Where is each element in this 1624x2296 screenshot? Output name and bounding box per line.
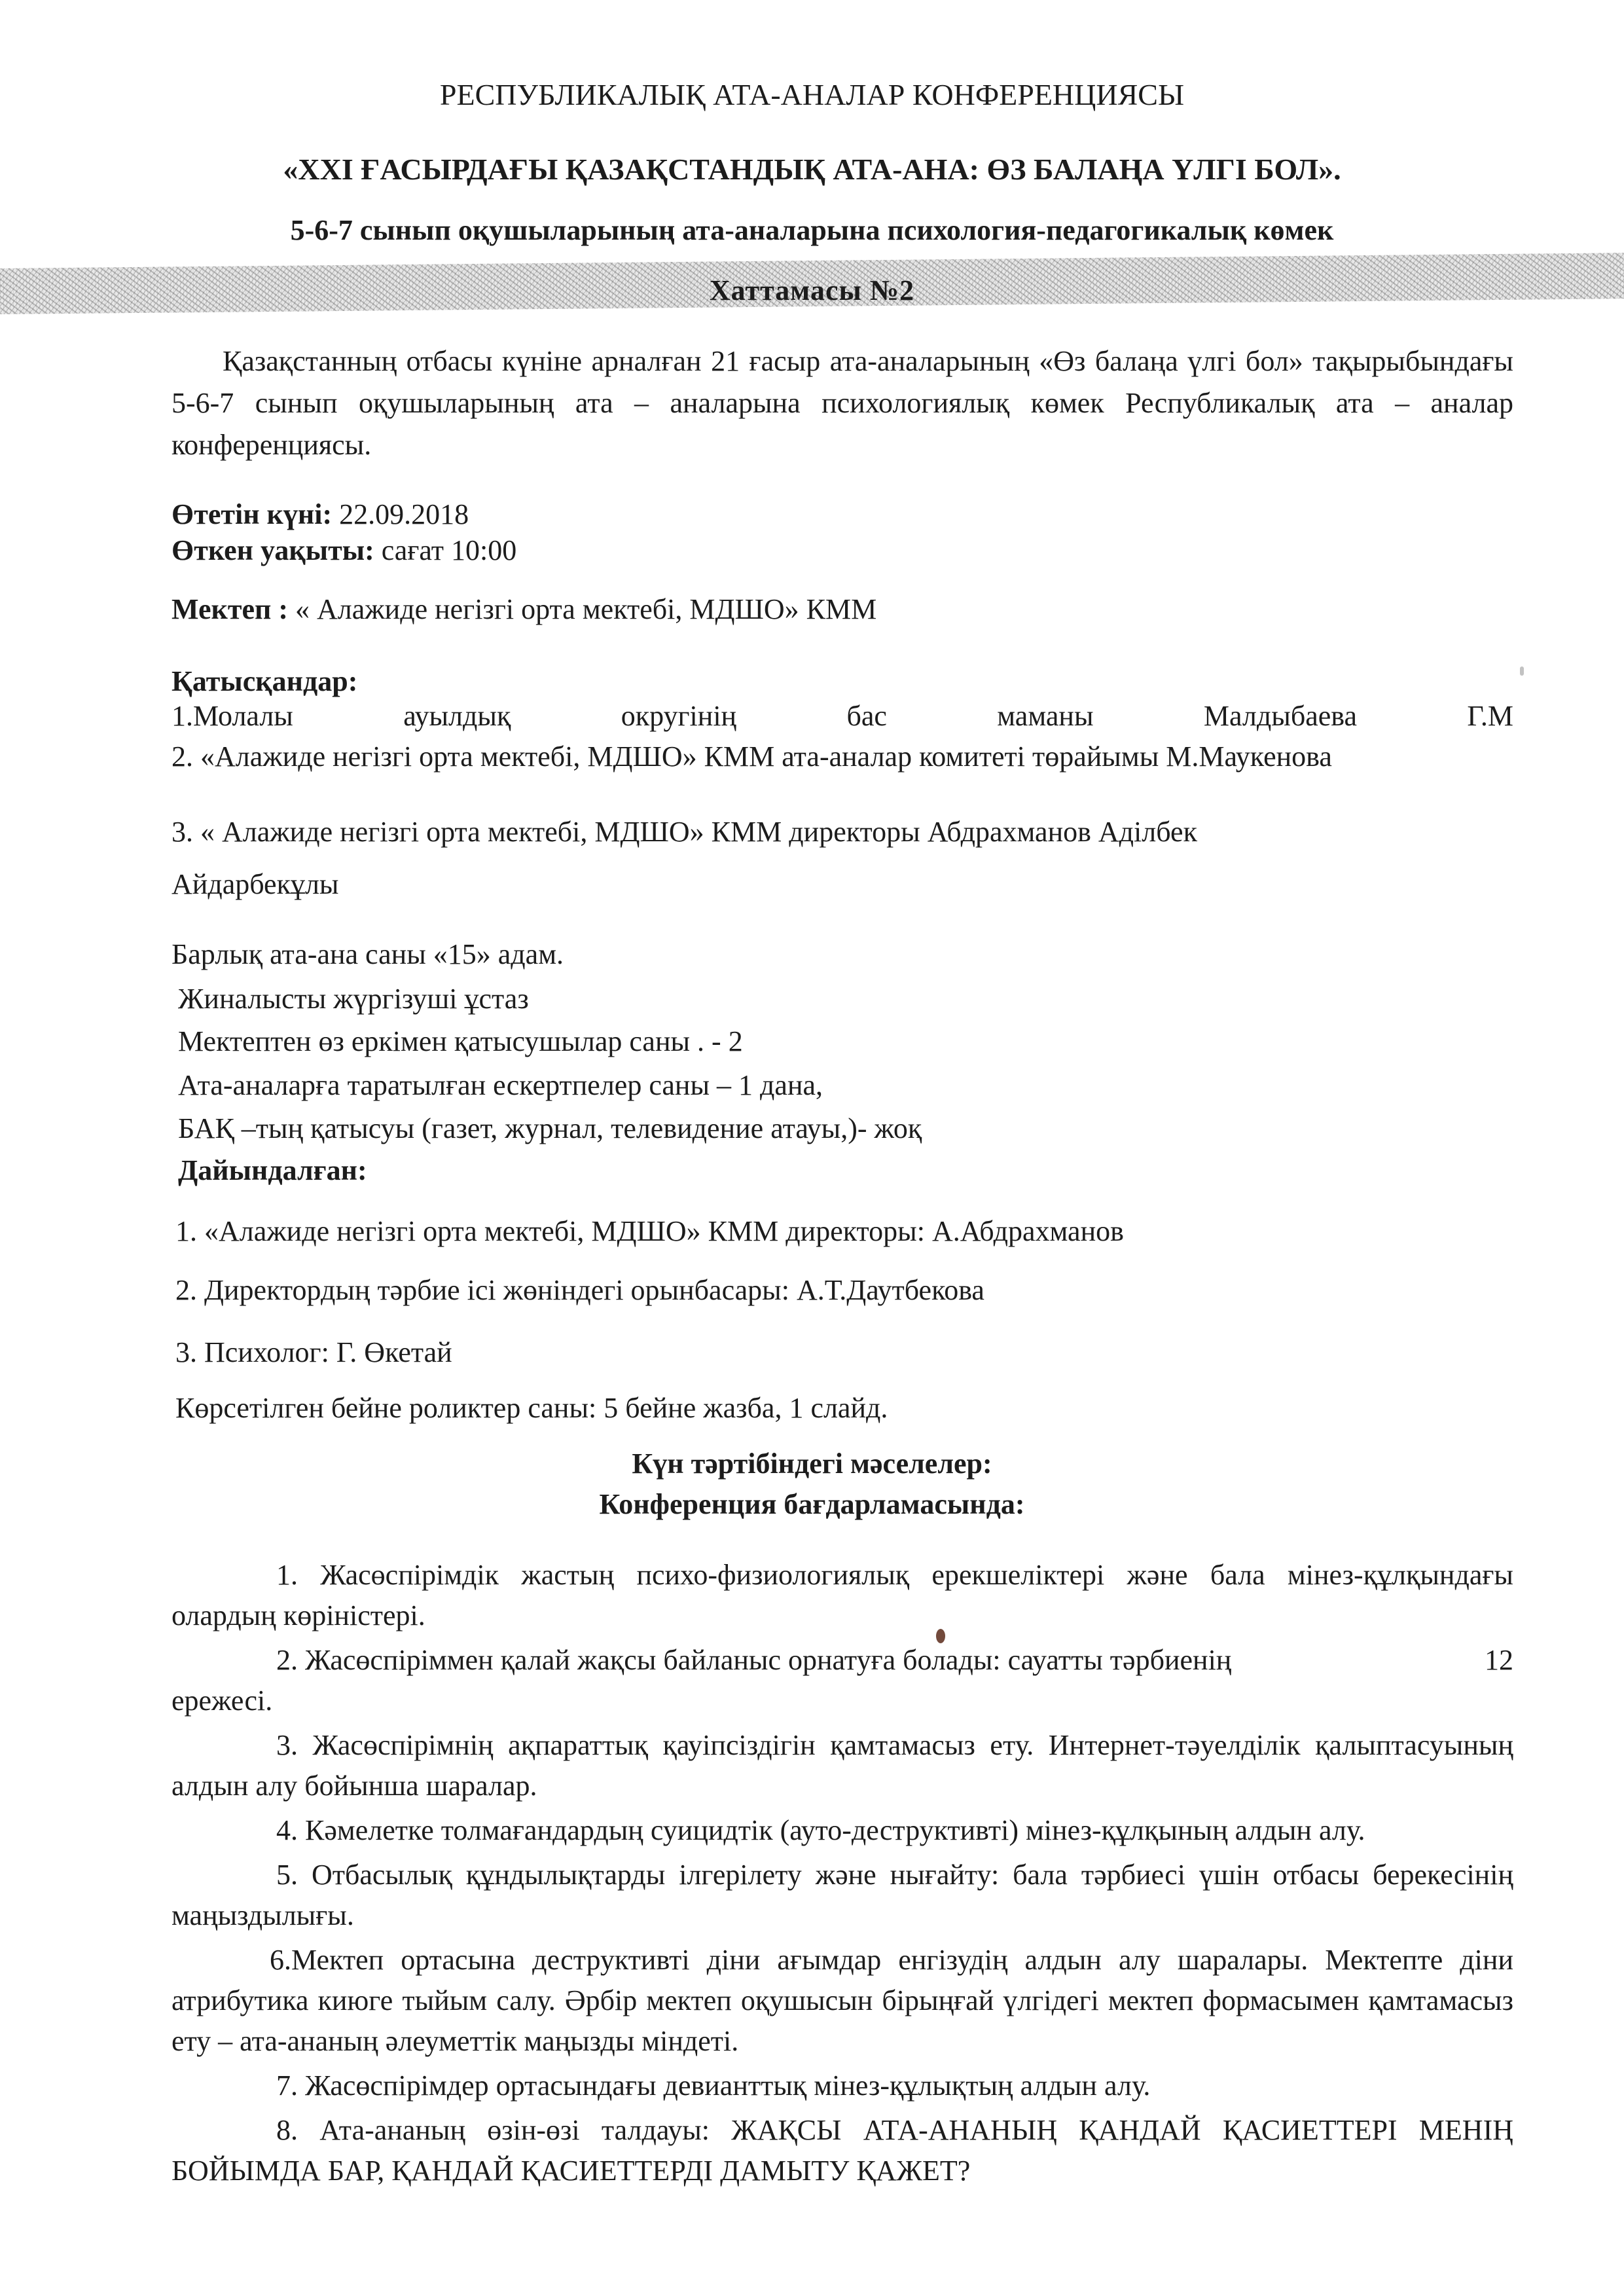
participant-1-word: Г.М (1467, 700, 1513, 732)
participant-1-word: ауылдық (403, 700, 511, 732)
scan-speck (1520, 666, 1524, 676)
agenda-item-8: 8. Ата-ананың өзін-өзі талдауы: ЖАҚСЫ АТА-АНАНЫҢ ҚАНДАЙ ҚАСИЕТТЕРІ МЕНІҢ БОЙЫМДА БАР, ҚАНДАЙ ҚАСИЕТТЕРДІ ДАМЫТУ ҚАЖЕТ? (171, 2114, 1513, 2187)
intro-text: Қазақстанның отбасы күніне арналған 21 ғасыр ата-аналарының «Өз балаңа үлгі бол» тақырыбындағы 5-6-7 сынып оқушыларының ата – аналарына психологиялық көмек Республикалық ата – аналар конференциясы. (171, 345, 1513, 461)
media-line: БАҚ –тың қатысуы (газет, журнал, телевидение атауы,)- жоқ (178, 1112, 922, 1144)
prepared-item: 1. «Алажиде негізгі орта мектебі, МДШО» КММ директоры: А.Абдрахманов (175, 1215, 1124, 1247)
agenda-item-1: 1. Жасөспірімдік жастың психо-физиологиялық ерекшеліктері және бала мінез-құлқындағы олардың көріністері. (171, 1559, 1513, 1631)
meeting-date (171, 498, 469, 531)
videos-line: Көрсетілген бейне роликтер саны: 5 бейне жазба, 1 слайд. (175, 1392, 888, 1424)
prepared-item: 3. Психолог: Г. Өкетай (175, 1336, 452, 1368)
participant-3-continued: Айдарбекұлы (171, 868, 339, 900)
participant-1-word: 1.Молалы (171, 700, 293, 732)
date-label: Өтетін күні: (171, 498, 333, 530)
ink-smudge (936, 1629, 945, 1643)
participant-3: 3. « Алажиде негізгі орта мектебі, МДШО» КММ директоры Абдрахманов Аділбек (171, 816, 1197, 848)
agenda-item-2-text: 2. Жасөспіріммен қалай жақсы байланыс орнатуға болады: сауатты тәрбиенің (276, 1644, 1232, 1676)
time-value: сағат 10:00 (381, 534, 517, 566)
program-heading: Конференция бағдарламасында: (599, 1488, 1025, 1520)
agenda-item-5: 5. Отбасылық құндылықтарды ілгерілету және нығайту: бала тәрбиесі үшін отбасы берекесінің маңыздылығы. (171, 1859, 1513, 1931)
moderator-line: Жиналысты жүргізуші ұстаз (178, 983, 529, 1015)
intro-paragraph (171, 340, 1513, 466)
time-label: Өткен уақыты: (171, 534, 374, 566)
volunteers-line: Мектептен өз еркімен қатысушылар саны . - 2 (178, 1025, 743, 1057)
agenda-item-2-number: 12 (1485, 1644, 1513, 1676)
date-value: 22.09.2018 (339, 498, 469, 530)
participant-1-word: Малдыбаева (1203, 700, 1358, 732)
handouts-line: Ата-аналарға таратылған ескертпелер саны – 1 дана, (178, 1069, 823, 1101)
conference-theme: «XXI ҒАСЫРДАҒЫ ҚАЗАҚСТАНДЫҚ АТА-АНА: ӨЗ БАЛАҢА ҮЛГІ БОЛ». (283, 153, 1341, 186)
conference-subtitle: 5-6-7 сынып оқушыларының ата-аналарына психология-педагогикалық көмек (290, 214, 1334, 246)
agenda-item-3: 3. Жасөспірімнің ақпараттық қауіпсіздігін қамтамасыз ету. Интернет-тәуелділік қалыптасуының алдын алу бойынша шаралар. (171, 1729, 1513, 1802)
agenda-item-4: 4. Кәмелетке толмағандардың суицидтік (ауто-деструктивті) мінез-құлқының алдын алу. (276, 1814, 1365, 1846)
prepared-item: 2. Директордың тәрбие ісі жөніндегі орынбасары: А.Т.Даутбекова (175, 1274, 984, 1306)
agenda-item-7: 7. Жасөспірімдер ортасындағы девианттық мінез-құлықтың алдын алу. (276, 2069, 1151, 2102)
participant-1-word: округінің (621, 700, 737, 732)
participant-1-word: бас (846, 700, 887, 732)
agenda-item-2 (171, 1640, 1513, 1721)
participants-heading: Қатысқандар: (171, 665, 358, 697)
meeting-time (171, 534, 516, 567)
parents-total: Барлық ата-ана саны «15» адам. (171, 938, 564, 970)
protocol-number: Хаттамасы №2 (709, 274, 915, 306)
school-line (171, 592, 876, 626)
agenda-heading: Күн тәртібіндегі мәселелер: (632, 1448, 992, 1480)
agenda-item-6: 6.Мектеп ортасына деструктивті діни ағымдар енгізудің алдын алу шаралары. Мектепте діни атрибутика киюге тыйым салу. Әрбір мектеп оқушысын бірыңғай үлгідегі мектеп формасымен қамтамасыз ету – ата-ананың әлеуметтік маңызды міндеті. (171, 1944, 1513, 2057)
conference-title: РЕСПУБЛИКАЛЫҚ АТА-АНАЛАР КОНФЕРЕНЦИЯСЫ (439, 78, 1185, 111)
participant-2: 2. «Алажиде негізгі орта мектебі, МДШО» КММ ата-аналар комитеті төрайымы М.Маукенова (171, 740, 1332, 773)
agenda-item-2-tail: ережесі. (171, 1685, 273, 1717)
participant-1-word: маманы (997, 700, 1094, 732)
agenda-list (171, 1555, 1513, 2195)
prepared-heading: Дайындалған: (178, 1154, 367, 1186)
school-value: « Алажиде негізгі орта мектебі, МДШО» КММ (295, 593, 877, 625)
participant-1 (171, 699, 1513, 733)
school-label: Мектеп : (171, 593, 288, 625)
